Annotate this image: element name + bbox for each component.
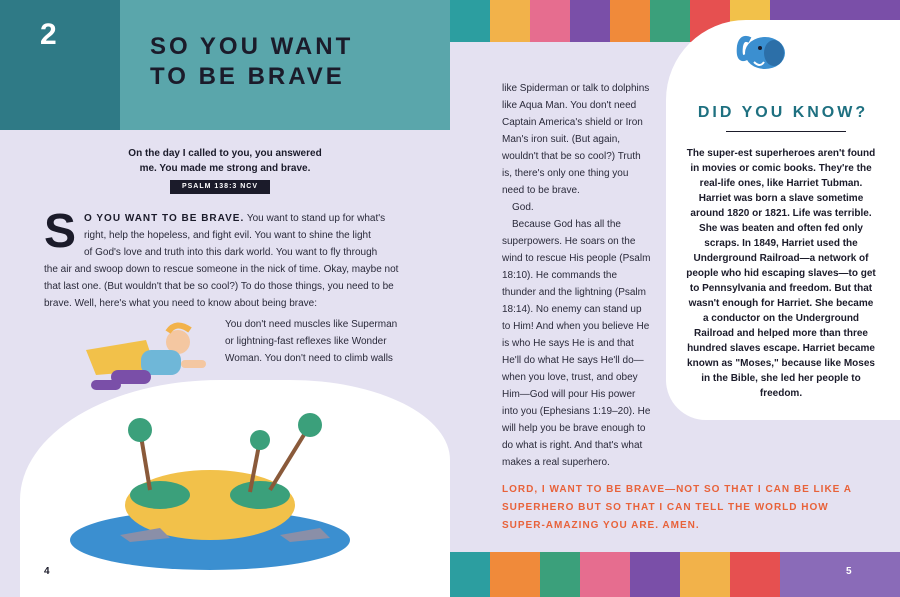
body-column <box>502 80 652 471</box>
body-line-1: You want to stand up for what's <box>244 213 386 224</box>
body-line-3: of God's love and truth into this dark world. You want to fly through <box>84 247 378 258</box>
lead-in: O YOU WANT TO BE BRAVE. <box>84 213 245 224</box>
body-paragraph-3: like Spiderman or talk to dolphins like Aqua Man. You don't need Captain America's shield or Iron Man's iron suit. (But again, wouldn't that be so cool?) Truth is, there's only one thing you need to be brave. <box>502 83 650 196</box>
quote-reference: PSALM 138:3 NCV <box>170 180 270 194</box>
sidebar-title: DID YOU KNOW? <box>697 104 869 121</box>
island-illustration <box>60 410 360 580</box>
header-dark-block <box>0 0 120 130</box>
quote-line-1: On the day I called to you, you answered <box>128 148 322 159</box>
title-line-1: SO YOU WANT <box>150 33 354 60</box>
body-line-2: right, help the hopeless, and fight evil. You want to shine the light <box>84 230 371 241</box>
elephant-illustration <box>730 28 790 78</box>
sidebar-text: The super-est superheroes aren't found in movies or comic books. They're the real-life ones, like Harriet Tubman. Harriet was born a slave sometime around 1820 or 1821. Life was terrible. She was beaten and often fed only scraps. In 1849, Harriet used the Underground Railroad—a network of people who hid escaping slaves—to get to Pennsylvania and freedom. But that wasn't enough for Harriet. She became a conductor on the Underground Railroad and helped more than three hundred slaves escape. Harriet became known as "Moses," because like Moses in the Bible, she led her people to freedom. <box>686 148 876 399</box>
body-paragraph-god: God. <box>512 202 534 213</box>
drop-cap: S <box>44 205 77 258</box>
quote-line-2: me. You made me strong and brave. <box>139 163 311 174</box>
bottom-pattern-band <box>450 552 900 597</box>
body-paragraph-4: Because God has all the superpowers. He soars on the wind to rescue His people (Psalm 18:10). He commands the thunder and the lightning (Psalm 18:14). No enemy can stand up to Him! And when you believe He is who He says He is and that He'll do what He says He'll do—when you love, trust, and obey Him—God will pour His power into you (Ephesians 1:19–20). He will help you be brave enough to do what is right. And that's what makes a real superhero. <box>502 219 651 468</box>
right-page <box>450 0 900 597</box>
page-number: 5 <box>846 566 852 577</box>
prayer-text: LORD, I WANT TO BE BRAVE—NOT SO THAT I CAN BE LIKE A SUPERHERO BUT SO THAT I CAN TELL THE WORLD HOW SUPER-AMAZING YOU ARE. AMEN. <box>502 484 852 531</box>
body-paragraph-intro <box>84 210 400 261</box>
sidebar-divider <box>726 131 846 132</box>
page-title <box>150 32 440 92</box>
body-paragraph-continued: the air and swoop down to rescue someone in the nick of time. Okay, maybe not that last one. (But wouldn't that be so cool?) To do those things, you need to be brave. Well, here's what you need to know about being brave: <box>44 264 399 309</box>
chapter-number: 2 <box>40 18 57 51</box>
title-line-2: TO BE BRAVE <box>150 63 345 90</box>
page-number: 4 <box>44 566 50 577</box>
body-paragraph-2: You don't need muscles like Superman or lightning-fast reflexes like Wonder Woman. You don't need to climb walls <box>225 319 398 364</box>
scripture-quote <box>80 146 370 176</box>
